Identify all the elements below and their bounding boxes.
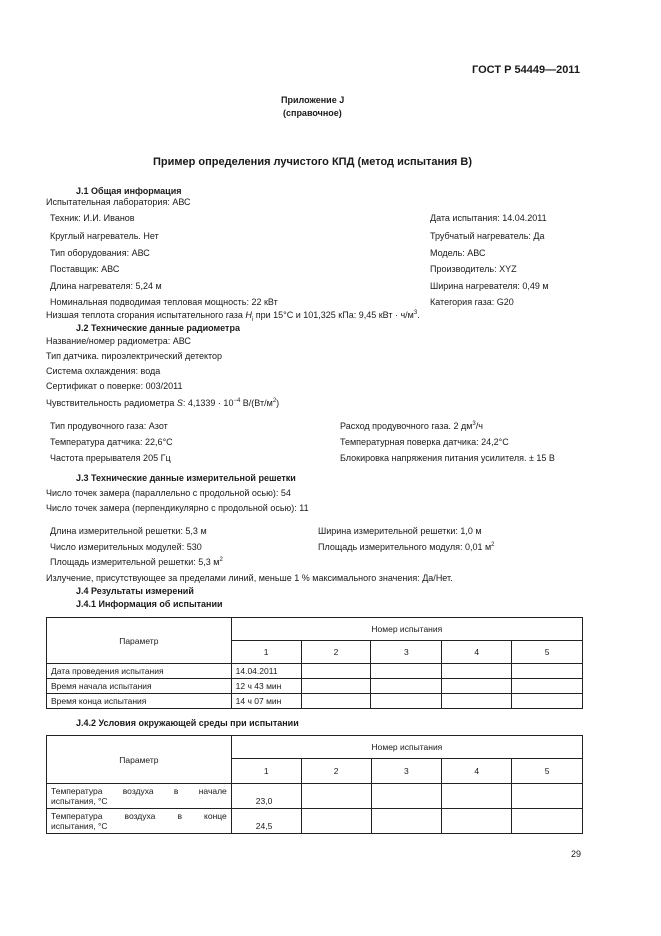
purge-flow-text: Расход продувочного газа. 2 $дм^3/ч$ bbox=[340, 421, 483, 431]
modules-count-text: Число измерительных модулей: 530 bbox=[50, 542, 202, 552]
col-header: 1 bbox=[231, 759, 301, 784]
sensor-temperature-text: Температура датчика: 22,6°С bbox=[50, 437, 173, 447]
heater-length-text: Длина нагревателя: 5,24 м bbox=[50, 281, 162, 291]
environment-table bbox=[46, 735, 583, 834]
tube-heater-text: Трубчатый нагреватель: Да bbox=[430, 231, 545, 241]
cell-value: 24,5 bbox=[231, 809, 301, 834]
cell-value: 23,0 bbox=[231, 784, 301, 809]
grid-area-text: Площадь измерительной решетки: 5,3 $м^2$ bbox=[50, 557, 223, 567]
subsection-heading-j42: J.4.2 Условия окружающей среды при испытании bbox=[76, 718, 299, 728]
col-header: 5 bbox=[512, 759, 583, 784]
col-header: 3 bbox=[371, 759, 442, 784]
standard-number: ГОСТ Р 54449—2011 bbox=[472, 64, 580, 76]
appendix-label: Приложение J bbox=[281, 95, 345, 105]
row-label: Температура воздуха в конце испытания, °С bbox=[47, 809, 232, 834]
table-row bbox=[47, 664, 583, 679]
equipment-type-text: Тип оборудования: АВС bbox=[50, 248, 150, 258]
col-header: 4 bbox=[442, 641, 512, 664]
page-title: Пример определения лучистого КПД (метод испытания В) bbox=[153, 156, 473, 168]
cooling-system-text: Система охлаждения: вода bbox=[46, 366, 161, 376]
col-header: 3 bbox=[371, 641, 442, 664]
calorific-value-text: Низшая теплота сгорания испытательного газа $H_i$ при 15°С и 101,325 кПа: 9,45 кВт · $ч/м^3$. bbox=[46, 310, 420, 323]
cell-value: 12 ч 43 мин bbox=[231, 679, 301, 694]
radiation-note-text: Излучение, присутствующее за пределами линий, меньше 1 % максимального значения: Да/Нет. bbox=[46, 573, 453, 583]
test-number-header: Номер испытания bbox=[231, 618, 582, 641]
param-header: Параметр bbox=[47, 618, 232, 664]
section-heading-j2: J.2 Технические данные радиометра bbox=[76, 323, 240, 333]
heater-width-text: Ширина нагревателя: 0,49 м bbox=[430, 281, 549, 291]
grid-length-text: Длина измерительной решетки: 5,3 м bbox=[50, 526, 207, 536]
cell-value: 14.04.2011 bbox=[231, 664, 301, 679]
gas-category-text: Категория газа: G20 bbox=[430, 297, 514, 307]
module-area-text: Площадь измерительного модуля: 0,01 $м^2$ bbox=[318, 542, 495, 552]
section-heading-j4: J.4 Результаты измерений bbox=[76, 586, 194, 596]
subsection-heading-j41: J.4.1 Информация об испытании bbox=[76, 599, 223, 609]
test-info-table bbox=[46, 617, 583, 709]
table-row bbox=[47, 679, 583, 694]
radiometer-name-text: Название/номер радиометра: АВС bbox=[46, 336, 191, 346]
certificate-text: Сертификат о поверке: 003/2011 bbox=[46, 381, 183, 391]
appendix-type: (справочное) bbox=[283, 108, 342, 118]
page-number: 29 bbox=[571, 849, 582, 859]
section-heading-j3: J.3 Технические данные измерительной решетки bbox=[76, 473, 296, 483]
round-heater-text: Круглый нагреватель. Нет bbox=[50, 231, 159, 241]
col-header: 1 bbox=[231, 641, 301, 664]
col-header: 2 bbox=[301, 641, 371, 664]
grid-width-text: Ширина измерительной решетки: 1,0 м bbox=[318, 526, 482, 536]
section-heading-j1: J.1 Общая информация bbox=[76, 186, 182, 196]
purge-gas-text: Тип продувочного газа: Азот bbox=[50, 421, 168, 431]
test-date-text: Дата испытания: 14.04.2011 bbox=[430, 213, 547, 223]
manufacturer-text: Производитель: XYZ bbox=[430, 264, 517, 274]
row-label: Время начала испытания bbox=[47, 679, 232, 694]
col-header: 5 bbox=[512, 641, 583, 664]
cell-value: 14 ч 07 мин bbox=[231, 694, 301, 709]
table-row bbox=[47, 809, 583, 834]
col-header: 2 bbox=[301, 759, 371, 784]
supplier-text: Поставщик: АВС bbox=[50, 264, 120, 274]
points-parallel-text: Число точек замера (параллельно с продольной осью): 54 bbox=[46, 488, 291, 498]
sensor-type-text: Тип датчика. пироэлектрический детектор bbox=[46, 351, 223, 361]
test-number-header: Номер испытания bbox=[231, 736, 582, 759]
technician-text: Техник: И.И. Иванов bbox=[50, 213, 135, 223]
lab-text: Испытательная лаборатория: АВС bbox=[46, 197, 191, 207]
table-row bbox=[47, 694, 583, 709]
col-header: 4 bbox=[442, 759, 512, 784]
chopper-frequency-text: Частота прерывателя 205 Гц bbox=[50, 453, 171, 463]
nominal-power-text: Номинальная подводимая тепловая мощность: 22 кВт bbox=[50, 297, 278, 307]
row-label: Температура воздуха в начале испытания, °С bbox=[47, 784, 232, 809]
row-label: Дата проведения испытания bbox=[47, 664, 232, 679]
table-row bbox=[47, 784, 583, 809]
sensitivity-text: Чувствительность радиометра S: $4,1339 \cdot 10^{-4}$ $В/(Вт/м^2)$ bbox=[46, 398, 280, 408]
points-perpendicular-text: Число точек замера (перпендикулярно с продольной осью): 11 bbox=[46, 503, 309, 513]
model-text: Модель: АВС bbox=[430, 248, 486, 258]
param-header: Параметр bbox=[47, 736, 232, 784]
supply-lock-text: Блокировка напряжения питания усилителя. ± 15 В bbox=[340, 453, 555, 463]
row-label: Время конца испытания bbox=[47, 694, 232, 709]
temperature-check-text: Температурная поверка датчика: 24,2°С bbox=[340, 437, 509, 447]
